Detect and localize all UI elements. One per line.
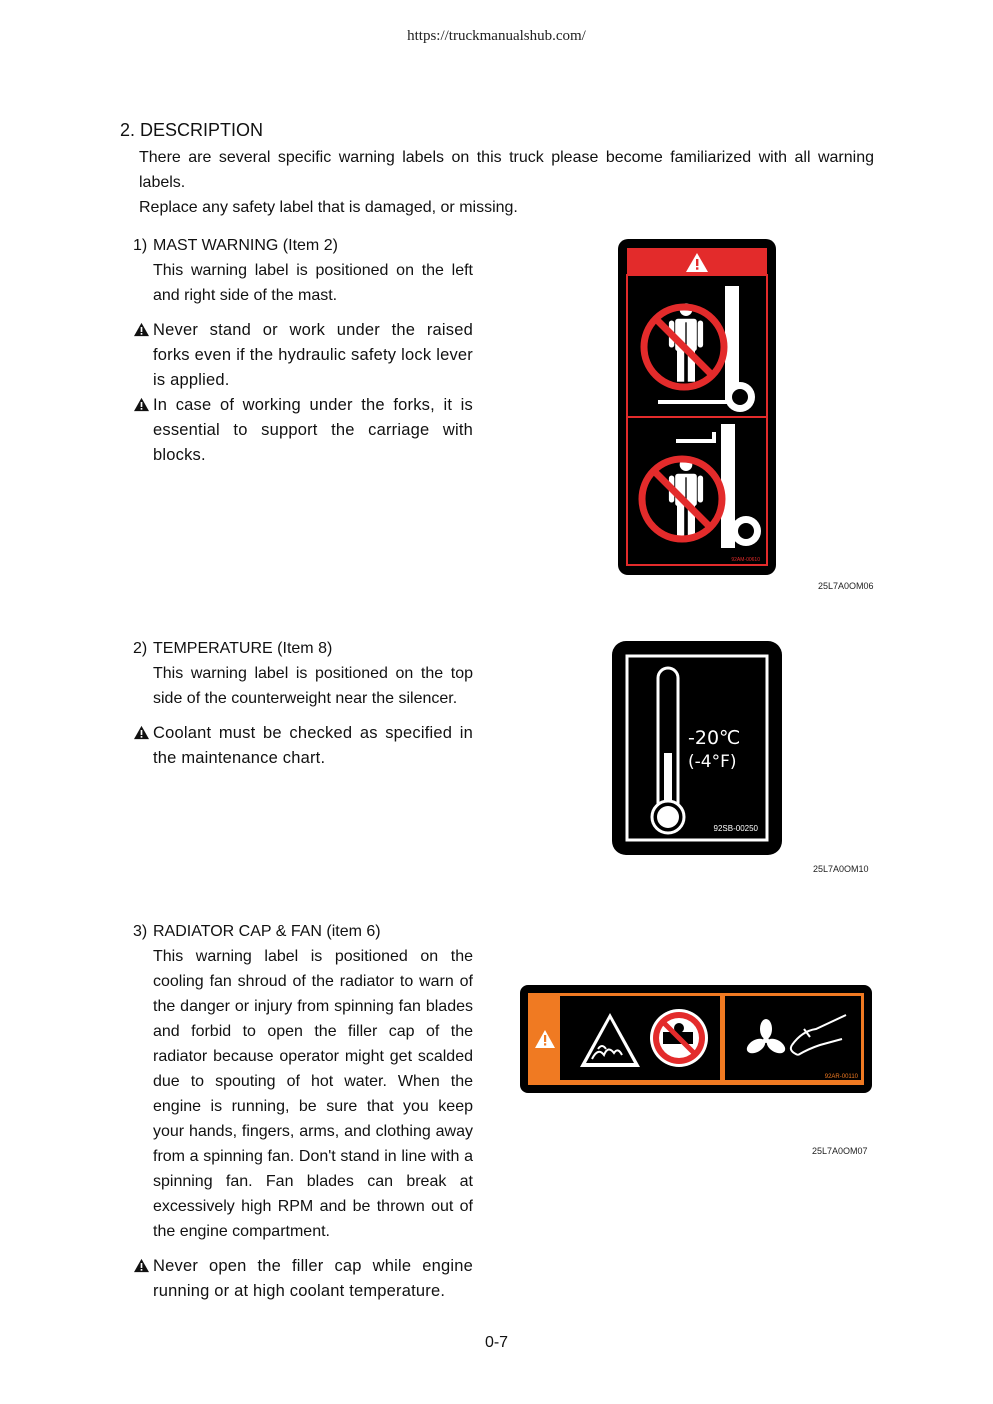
item-number: 3) [133,923,148,940]
item-number: 2) [133,640,148,657]
intro-paragraph: Replace any safety label that is damaged, or missing. [139,199,518,216]
radiator-fan-label [520,985,872,1093]
warning-text: In case of working under the forks, it is essential to support the carriage with blocks. [153,396,473,464]
item-description: This warning label is positioned on the left and right side of the mast. [153,262,473,304]
item-ref: (Item 2) [282,237,338,254]
warning-triangle-icon [133,393,153,468]
source-url[interactable]: https://truckmanualshub.com/ [407,28,586,44]
label-part-number: 92SB-00250 [713,824,758,833]
item-description: This warning label is positioned on the cooling fan shroud of the radiator to warn of the danger or injury from spinning fan blades and forbid to open the filler cap of the radiator because operator might get scalded due to spouting of hot water. When the engine is running, be sure that you keep your hands, fingers, arms, and clothing away from a spinning fan. Don't stand in line with a spinning fan. Fan blades can break at excessively high RPM and be thrown out of the engine compartment. [153,948,473,1240]
prohibition-icon [650,1009,708,1067]
intro-paragraph: There are several specific warning labels on this truck please become familiarized with all warning labels. [139,149,874,191]
item-mast-warning [133,233,473,468]
item-title: RADIATOR CAP & FAN [153,923,322,940]
warning-note [133,393,473,468]
warning-triangle-icon [133,721,153,771]
mast-warning-label [618,239,776,575]
figure-code: 25L7A0OM10 [813,864,869,874]
warning-triangle-icon [133,318,153,393]
temperature-celsius: -20℃ [688,727,741,749]
item-radiator-cap-fan [133,919,473,1304]
item-ref: (Item 8) [277,640,333,657]
item-ref: (item 6) [326,923,381,940]
section-intro [139,145,874,220]
warning-text: Never stand or work under the raised forks even if the hydraulic safety lock lever is applied. [153,321,473,389]
figure-code: 25L7A0OM07 [812,1146,868,1156]
figure-code: 25L7A0OM06 [818,581,874,591]
label-part-number: 92AR-00110 [824,1074,858,1080]
item-heading [133,919,473,944]
warning-text: Coolant must be checked as specified in the maintenance chart. [153,724,473,767]
item-description: This warning label is positioned on the top side of the counterweight near the silencer. [153,665,473,707]
item-temperature [133,636,473,771]
warning-note [133,721,473,771]
warning-note [133,318,473,393]
section-title: 2. DESCRIPTION [120,120,264,140]
label-part-number: 92AM-00610 [731,557,760,563]
item-title: TEMPERATURE [153,640,273,657]
temperature-fahrenheit: (-4°F) [688,752,737,772]
warning-note [133,1254,473,1304]
item-heading [133,636,473,661]
page-number: 0-7 [484,1334,509,1351]
item-title: MAST WARNING [153,237,279,254]
item-number: 1) [133,237,148,254]
item-heading [133,233,473,258]
warning-triangle-icon [133,1254,153,1304]
temperature-label [612,641,782,855]
warning-text: Never open the filler cap while engine running or at high coolant temperature. [153,1257,473,1300]
